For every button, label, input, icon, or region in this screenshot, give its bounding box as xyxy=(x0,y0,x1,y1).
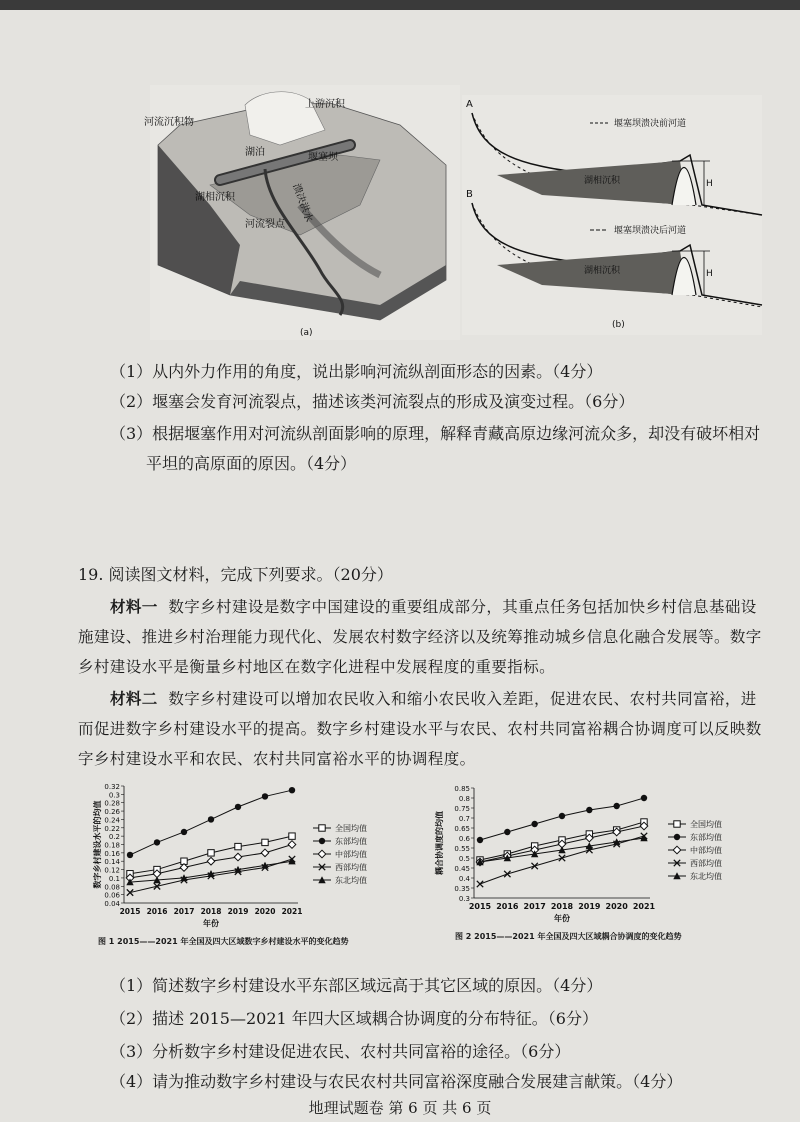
x-tick-label: 2016 xyxy=(496,902,519,911)
y-tick-label: 0.85 xyxy=(454,785,470,793)
figure-b-profiles xyxy=(462,95,762,335)
y-tick-label: 0.2 xyxy=(108,833,120,842)
q18-item-3-cont: 平坦的高原面的原因。（4分） xyxy=(146,454,357,473)
q18-item-1: （1）从内外力作用的角度，说出影响河流纵剖面形态的因素。（4分） xyxy=(110,362,603,381)
y-tick-label: 0.08 xyxy=(104,883,120,892)
data-point-1-1 xyxy=(154,839,160,845)
y-tick-label: 0.14 xyxy=(104,858,120,867)
y-tick-label: 0.8 xyxy=(458,795,470,803)
x-tick-label: 2019 xyxy=(578,902,601,911)
y-tick-label: 0.3 xyxy=(108,791,120,800)
legend-label-1: 东部均值 xyxy=(690,833,722,842)
data-point-3-0 xyxy=(127,889,133,895)
data-point-3-0 xyxy=(477,881,483,887)
data-point-3-1 xyxy=(154,883,160,889)
label-outburst: 溃决洪水 xyxy=(290,182,315,224)
y-tick-label: 0.4 xyxy=(458,875,470,883)
label-dam: 堰塞坝 xyxy=(308,152,338,163)
data-point-1-4 xyxy=(586,807,592,813)
data-point-1-1 xyxy=(504,829,510,835)
y-tick-label: 0.16 xyxy=(104,849,120,858)
data-point-1-3 xyxy=(208,816,214,822)
data-point-2-3 xyxy=(207,857,215,865)
y-tick-label: 0.06 xyxy=(104,891,120,900)
y-tick-label: 0.45 xyxy=(454,865,470,873)
lacustrine-label-b: 湖相沉积 xyxy=(584,266,621,276)
page-footer: 地理试题卷 第 6 页 共 6 页 xyxy=(308,1099,492,1117)
legend-label-3: 西部均值 xyxy=(690,859,722,868)
material-1-text: 数字乡村建设是数字中国建设的重要组成部分，其重点任务包括加快乡村信息基础设施建设、推进乡村治理能力现代化、发展农村数字经济以及统筹推动城乡信息化融合发展等。数字乡村建设水平是衡量乡村地区在数字化进程中发展程度的重要指标。 xyxy=(78,598,762,676)
label-lake: 湖泊 xyxy=(245,147,265,158)
data-point-0-4 xyxy=(235,843,241,849)
data-point-1-5 xyxy=(262,793,268,799)
y-tick-label: 0.22 xyxy=(104,824,120,833)
x-axis-label: 年份 xyxy=(203,919,219,928)
material-1 xyxy=(78,592,768,682)
lacustrine-label-a: 湖相沉积 xyxy=(584,176,621,186)
legend-label-2: 中部均值 xyxy=(690,846,722,855)
x-tick-label: 2015 xyxy=(119,907,141,916)
y-tick-label: 0.24 xyxy=(104,816,120,825)
data-point-1-6 xyxy=(289,787,295,793)
y-tick-label: 0.04 xyxy=(104,900,120,908)
legend-marker-2 xyxy=(673,846,681,854)
y-tick-label: 0.26 xyxy=(104,808,120,817)
legend-label-3: 西部均值 xyxy=(335,863,367,872)
chart-digital-village-level xyxy=(88,778,428,953)
data-point-1-4 xyxy=(235,804,241,810)
data-point-3-3 xyxy=(559,855,565,861)
q19-heading: 19. 阅读图文材料，完成下列要求。（20分） xyxy=(78,565,393,584)
x-tick-label: 2021 xyxy=(281,907,303,916)
y-tick-label: 0.32 xyxy=(104,783,120,791)
legend-marker-1 xyxy=(674,834,680,840)
data-point-1-5 xyxy=(613,803,619,809)
x-tick-label: 2018 xyxy=(200,907,222,916)
y-axis-label: 耦合协调度的均值 xyxy=(435,811,444,875)
page-top-edge xyxy=(0,0,800,10)
y-tick-label: 0.65 xyxy=(454,825,470,833)
y-tick-label: 0.75 xyxy=(454,805,470,813)
data-point-2-4 xyxy=(234,853,242,861)
h-label-a: H xyxy=(706,179,713,189)
x-tick-label: 2016 xyxy=(146,907,168,916)
x-tick-label: 2019 xyxy=(227,907,249,916)
data-point-3-2 xyxy=(531,863,537,869)
data-point-1-0 xyxy=(477,837,483,843)
data-point-0-5 xyxy=(262,839,268,845)
y-tick-label: 0.6 xyxy=(458,835,470,843)
x-tick-label: 2020 xyxy=(605,902,628,911)
profile-a-label: A xyxy=(466,99,473,110)
legend-marker-1 xyxy=(319,838,325,844)
chart2-caption: 图 2 2015——2021 年全国及四大区域耦合协调度的变化趋势 xyxy=(455,932,682,941)
y-tick-label: 0.18 xyxy=(104,841,120,850)
data-point-3-1 xyxy=(504,871,510,877)
material-2-text: 数字乡村建设可以增加农民收入和缩小农民收入差距，促进农民、农村共同富裕，进而促进数字乡村建设水平的提高。数字乡村建设水平与农民、农村共同富裕耦合协调度可以反映数字乡村建设水平和农民、农村共同富裕水平的协调程度。 xyxy=(78,690,762,768)
label-river-sediment: 河流沉积物 xyxy=(144,117,194,128)
legend-label-4: 东北均值 xyxy=(690,872,722,881)
legend-label-4: 东北均值 xyxy=(335,876,367,885)
figure-a-caption: (a) xyxy=(300,328,313,338)
data-point-0-3 xyxy=(208,850,214,856)
q18-item-2: （2）堰塞会发育河流裂点，描述该类河流裂点的形成及演变过程。（6分） xyxy=(110,392,635,411)
y-tick-label: 0.28 xyxy=(104,799,120,808)
legend-marker-0 xyxy=(674,821,680,827)
label-upstream-sediment: 上游沉积 xyxy=(305,99,345,110)
y-tick-label: 0.35 xyxy=(454,885,470,893)
y-tick-label: 0.3 xyxy=(458,895,470,903)
legend-label-0: 全国均值 xyxy=(690,820,722,829)
legend-marker-0 xyxy=(319,825,325,831)
material-2 xyxy=(78,684,768,774)
legend-marker-2 xyxy=(318,850,326,858)
y-tick-label: 0.12 xyxy=(104,866,120,875)
x-tick-label: 2017 xyxy=(523,902,546,911)
data-point-2-5 xyxy=(261,849,269,857)
data-point-2-6 xyxy=(288,841,296,849)
legend-label-2: 中部均值 xyxy=(335,850,367,859)
chart-coupling-coordination xyxy=(430,778,780,953)
legend-label-0: 全国均值 xyxy=(335,824,367,833)
chart1-caption: 图 1 2015——2021 年全国及四大区域数字乡村建设水平的变化趋势 xyxy=(98,937,349,946)
data-point-1-2 xyxy=(181,829,187,835)
data-point-1-2 xyxy=(531,821,537,827)
q18-item-3: （3）根据堰塞作用对河流纵剖面影响的原理，解释青藏高原边缘河流众多，却没有破坏相对 xyxy=(110,424,761,443)
x-tick-label: 2021 xyxy=(632,902,656,911)
data-point-1-0 xyxy=(127,852,133,858)
x-axis-label: 年份 xyxy=(554,914,570,923)
after-legend: 堰塞坝溃决后河道 xyxy=(614,226,687,236)
material-2-label: 材料二 xyxy=(110,690,158,708)
q19-item-3: （3）分析数字乡村建设促进农民、农村共同富裕的途径。（6分） xyxy=(110,1042,571,1061)
y-tick-label: 0.55 xyxy=(454,845,470,853)
q19-item-4: （4）请为推动数字乡村建设与农民农村共同富裕深度融合发展建言献策。（4分） xyxy=(110,1072,683,1091)
figure-a-block-diagram xyxy=(144,85,460,340)
profile-b-label: B xyxy=(466,189,473,200)
x-tick-label: 2015 xyxy=(468,902,492,911)
material-1-label: 材料一 xyxy=(110,598,158,616)
x-tick-label: 2018 xyxy=(550,902,574,911)
q19-item-2: （2）描述 2015—2021 年四大区域耦合协调度的分布特征。（6分） xyxy=(110,1009,598,1028)
data-point-1-6 xyxy=(641,795,647,801)
figure-b-caption: (b) xyxy=(612,320,625,330)
label-knickpoint: 河流裂点 xyxy=(245,219,285,230)
y-tick-label: 0.1 xyxy=(108,874,120,883)
y-tick-label: 0.5 xyxy=(458,855,470,863)
y-tick-label: 0.7 xyxy=(458,815,470,823)
h-label-b: H xyxy=(706,269,713,279)
data-point-1-3 xyxy=(559,813,565,819)
legend-label-1: 东部均值 xyxy=(335,837,367,846)
label-lacustrine: 湖相沉积 xyxy=(195,192,235,203)
x-tick-label: 2017 xyxy=(173,907,195,916)
x-tick-label: 2020 xyxy=(254,907,276,916)
data-point-0-6 xyxy=(289,833,295,839)
y-axis-label: 数字乡村建设水平的均值 xyxy=(93,800,102,889)
before-legend: 堰塞坝溃决前河道 xyxy=(614,119,687,129)
q19-item-1: （1）简述数字乡村建设水平东部区域远高于其它区域的原因。（4分） xyxy=(110,976,603,995)
